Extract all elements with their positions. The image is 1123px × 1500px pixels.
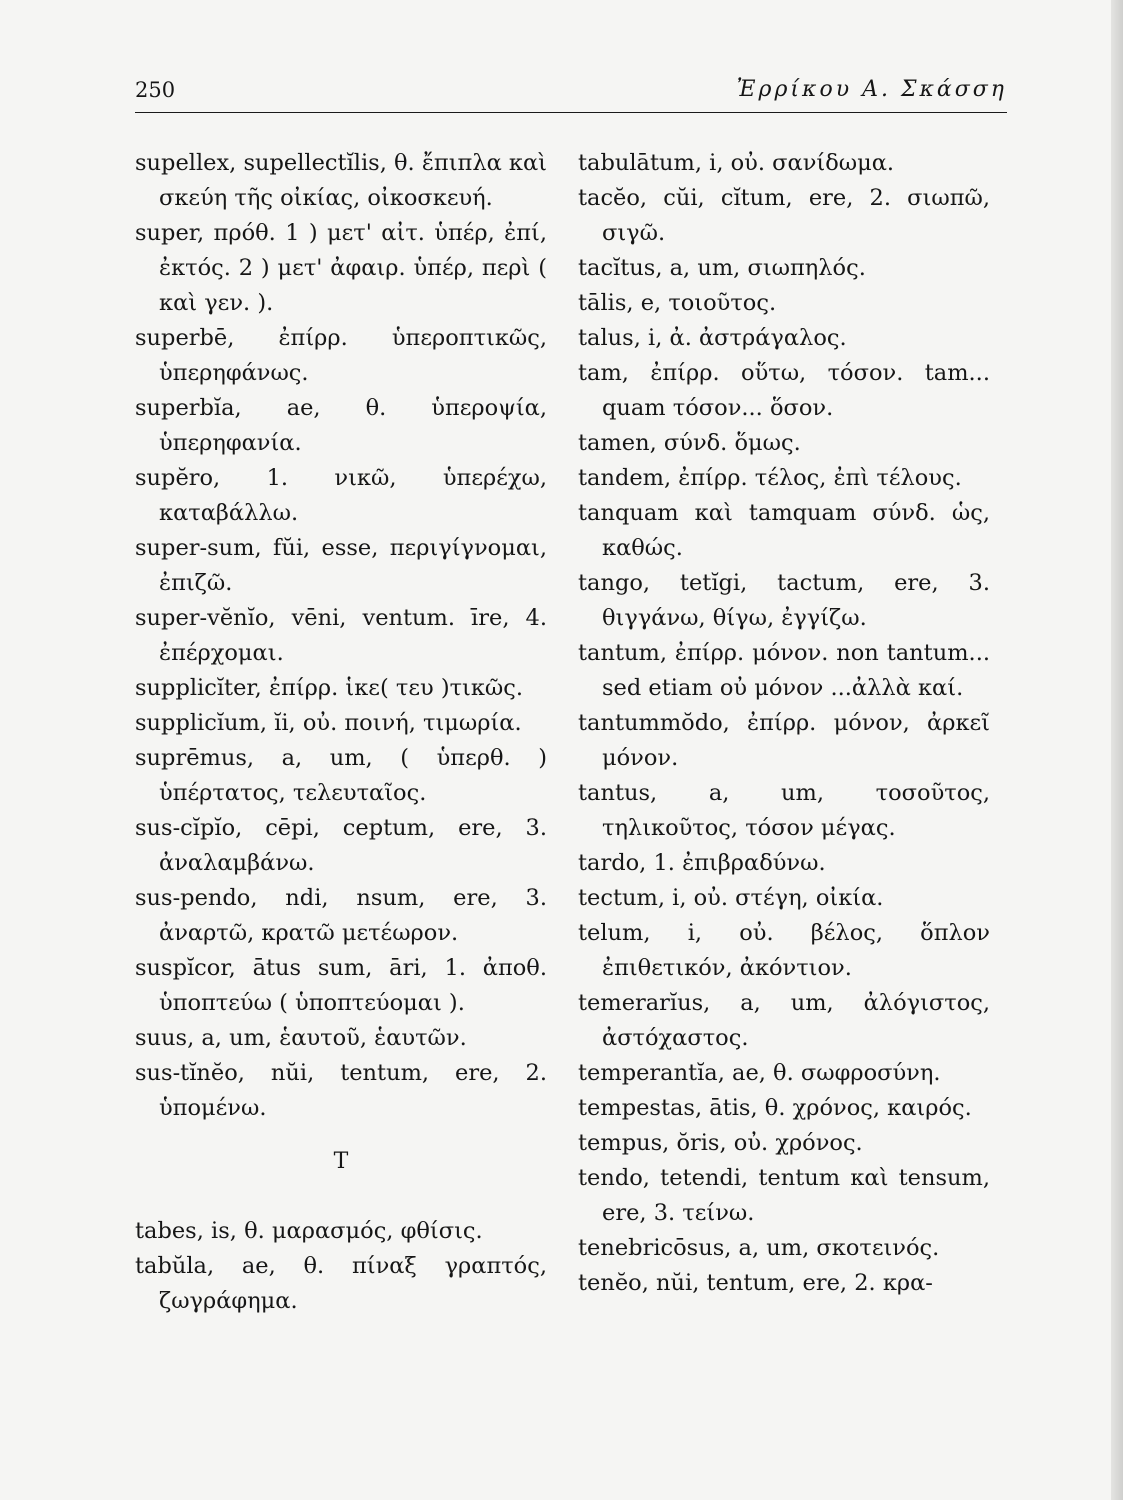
dictionary-entry: tabes, is, θ. μαρασμός, φθίσις.: [135, 1218, 483, 1244]
dictionary-entry: talus, i, ἀ. ἀστράγαλος.: [578, 325, 847, 351]
dictionary-entry: tandem, ἐπίρρ. τέλος, ἐπὶ τέλους.: [578, 465, 962, 491]
dictionary-entry: tam, ἐπίρρ. οὕτω, τόσον. tam... quam τόσον... ὅσον.: [578, 360, 990, 421]
dictionary-entry: tendo, tetendi, tentum καὶ tensum, ere, 3. τείνω.: [578, 1165, 990, 1226]
dictionary-entry: tantus, a, um, τοσοῦτος, τηλικοῦτος, τόσον μέγας.: [578, 780, 990, 841]
dictionary-entry: supellex, supellectĭlis, θ. ἔπιπλα καὶ σκεύη τῆς οἰκίας, οἰκοσκευή.: [135, 150, 548, 211]
dictionary-entry: suus, a, um, ἑαυτοῦ, ἑαυτῶν.: [135, 1025, 467, 1051]
dictionary-entry: tālis, e, τοιοῦτος.: [578, 290, 777, 316]
dictionary-entry: temperantĭa, ae, θ. σωφροσύνη.: [578, 1060, 941, 1086]
dictionary-entry: tempus, ŏris, οὐ. χρόνος.: [578, 1130, 863, 1156]
dictionary-entry: sus-pendo, ndi, nsum, ere, 3. ἀναρτῶ, κρατῶ μετέωρον.: [135, 885, 547, 946]
dictionary-entry: tabulātum, i, οὐ. σανίδωμα.: [578, 150, 895, 176]
dictionary-entry: suprēmus, a, um, ( ὑπερθ. ) ὑπέρτατος, τελευταῖος.: [135, 745, 547, 806]
page-number: 250: [135, 78, 176, 102]
dictionary-entry: tectum, i, οὐ. στέγη, οἰκία.: [578, 885, 884, 911]
dictionary-entry: temerarĭus, a, um, ἀλόγιστος, ἀστόχαστος.: [578, 990, 990, 1051]
dictionary-entry: tenebricōsus, a, um, σκοτεινός.: [578, 1235, 940, 1261]
dictionary-entry: tacĭtus, a, um, σιωπηλός.: [578, 255, 866, 281]
running-title: Ἐρρίκου Α. Σκάσση: [736, 77, 1007, 102]
dictionary-entry: super, πρόθ. 1 ) μετ' αἰτ. ὑπέρ, ἐπί, ἐκτός. 2 ) μετ' ἀφαιρ. ὑπέρ, περὶ ( καὶ γεν. ).: [135, 220, 547, 316]
dictionary-entry: sus-cĭpĭo, cēpi, ceptum, ere, 3. ἀναλαμβάνω.: [135, 815, 547, 876]
section-letter: T: [333, 1149, 349, 1174]
dictionary-entry: tantummŏdo, ἐπίρρ. μόνον, ἀρκεῖ μόνον.: [578, 710, 990, 771]
dictionary-entry: telum, i, οὐ. βέλος, ὅπλον ἐπιθετικόν, ἀκόντιον.: [578, 920, 990, 981]
dictionary-entry: supplicĭter, ἐπίρρ. ἱκε( τευ )τικῶς.: [135, 675, 524, 701]
dictionary-entry: tantum, ἐπίρρ. μόνον. non tantum... sed etiam οὐ μόνον ...ἀλλὰ καί.: [578, 640, 990, 701]
dictionary-entry: super-vĕnĭo, vēni, ventum. īre, 4. ἐπέρχομαι.: [135, 605, 547, 666]
dictionary-entry: tango, tetĭgi, tactum, ere, 3. θιγγάνω, θίγω, ἐγγίζω.: [578, 570, 990, 631]
page-edge: [1111, 0, 1123, 1500]
dictionary-entry: suspĭcor, ātus sum, āri, 1. ἀποθ. ὑποπτεύω ( ὑποπτεύομαι ).: [135, 955, 547, 1016]
left-column: [135, 146, 547, 1319]
dictionary-entry: sus-tĭnĕo, nŭi, tentum, ere, 2. ὑπομένω.: [135, 1060, 547, 1121]
dictionary-entry: tardo, 1. ἐπιβραδύνω.: [578, 850, 826, 876]
page-header: [135, 72, 1007, 113]
dictionary-entry: superbĭa, ae, θ. ὑπεροψία, ὑπερηφανία.: [135, 395, 547, 456]
dictionary-entry: supplicĭum, ĭi, οὐ. ποινή, τιμωρία.: [135, 710, 522, 736]
dictionary-entry: tempestas, ātis, θ. χρόνος, καιρός.: [578, 1095, 972, 1121]
dictionary-entry: tabŭla, ae, θ. πίναξ γραπτός, ζωγράφημα.: [135, 1253, 547, 1314]
dictionary-entry: super-sum, fŭi, esse, περιγίγνομαι, ἐπιζῶ.: [135, 535, 547, 596]
dictionary-entry: tanquam καὶ tamquam σύνδ. ὡς, καθώς.: [578, 500, 990, 561]
right-column: [578, 146, 990, 1301]
dictionary-entry: tenĕo, nŭi, tentum, ere, 2. κρα-: [578, 1270, 933, 1296]
dictionary-entry: tacĕo, cŭi, cĭtum, ere, 2. σιωπῶ, σιγῶ.: [578, 185, 990, 246]
dictionary-entry: superbē, ἐπίρρ. ὑπεροπτικῶς, ὑπερηφάνως.: [135, 325, 547, 386]
dictionary-entry: supĕro, 1. νικῶ, ὑπερέχω, καταβάλλω.: [135, 465, 547, 526]
dictionary-entry: tamen, σύνδ. ὅμως.: [578, 430, 801, 456]
